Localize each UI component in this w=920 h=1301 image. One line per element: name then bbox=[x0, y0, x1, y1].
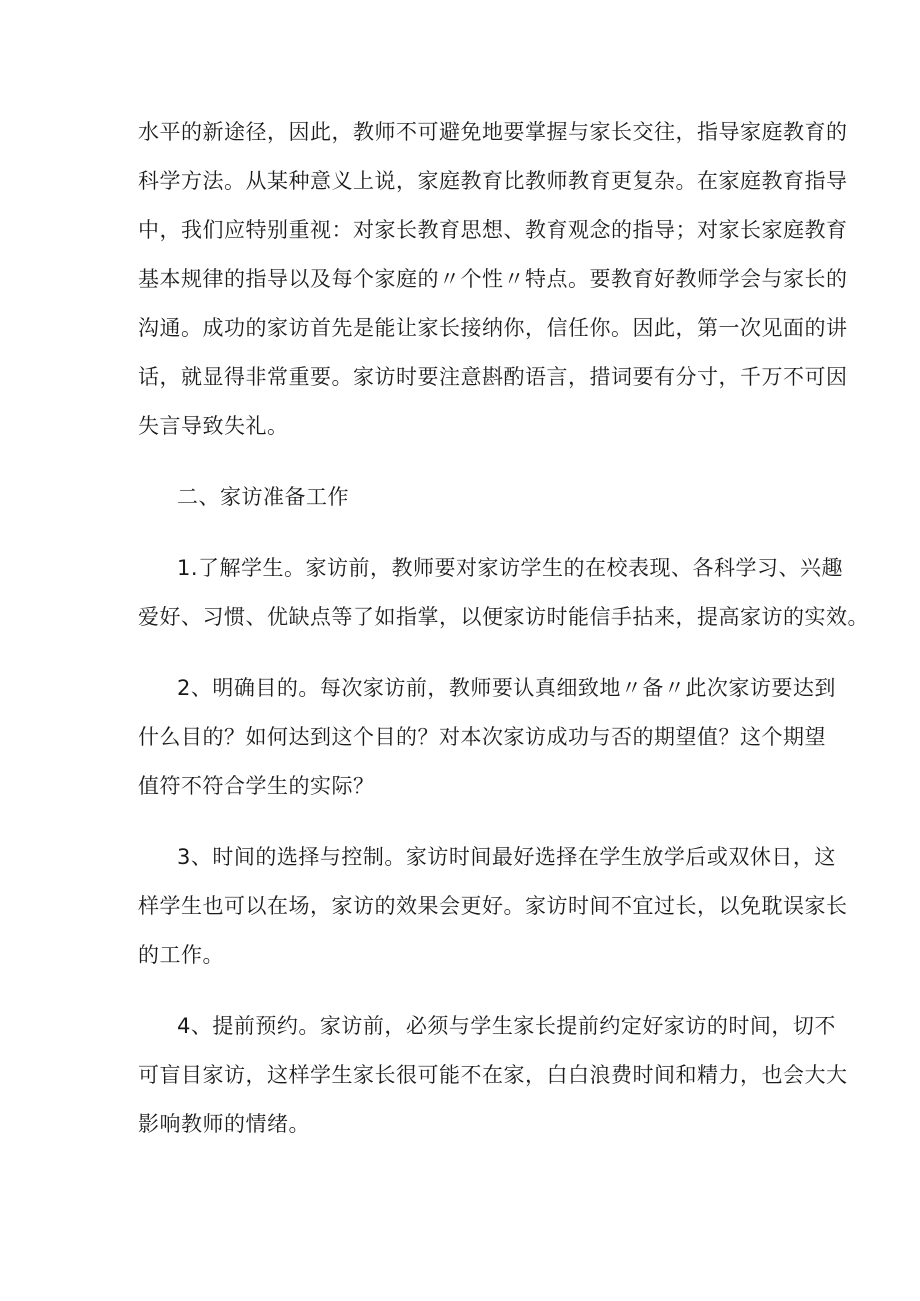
text-line: 话，就显得非常重要。家访时要注意斟酌语言，措词要有分寸，千万不可因 bbox=[138, 365, 848, 389]
text-line: 4、提前预约。家访前，必须与学生家长提前约定好家访的时间，切不 bbox=[177, 1014, 836, 1038]
text-line: 影响教师的情绪。 bbox=[138, 1112, 310, 1136]
section-heading: 二、家访准备工作 bbox=[177, 485, 349, 509]
text-line: 值符不符合学生的实际？ bbox=[138, 774, 375, 798]
text-line: 2、明确目的。每次家访前，教师要认真细致地〃备〃此次家访要达到 bbox=[177, 676, 836, 700]
text-line: 1.了解学生。家访前，教师要对家访学生的在校表现、各科学习、兴趣 bbox=[177, 556, 844, 580]
text-line: 3、时间的选择与控制。家访时间最好选择在学生放学后或双休日，这 bbox=[177, 845, 836, 869]
text-line: 什么目的？如何达到这个目的？对本次家访成功与否的期望值？这个期望 bbox=[138, 725, 826, 749]
text-line: 样学生也可以在场，家访的效果会更好。家访时间不宜过长，以免耽误家长 bbox=[138, 894, 848, 918]
text-line: 基本规律的指导以及每个家庭的〃个性〃特点。要教育好教师学会与家长的 bbox=[138, 267, 848, 291]
text-line: 水平的新途径，因此，教师不可避免地要掌握与家长交往，指导家庭教育的 bbox=[138, 120, 848, 144]
text-line: 科学方法。从某种意义上说，家庭教育比教师教育更复杂。在家庭教育指导 bbox=[138, 169, 848, 193]
text-line: 沟通。成功的家访首先是能让家长接纳你，信任你。因此，第一次见面的讲 bbox=[138, 316, 848, 340]
text-line: 失言导致失礼。 bbox=[138, 414, 289, 438]
text-line: 爱好、习惯、优缺点等了如指掌，以便家访时能信手拈来，提高家访的实效。 bbox=[138, 605, 869, 629]
text-line: 中，我们应特别重视：对家长教育思想、教育观念的指导；对家长家庭教育 bbox=[138, 218, 848, 242]
text-line: 的工作。 bbox=[138, 943, 224, 967]
text-line: 可盲目家访，这样学生家长很可能不在家，白白浪费时间和精力，也会大大 bbox=[138, 1063, 848, 1087]
